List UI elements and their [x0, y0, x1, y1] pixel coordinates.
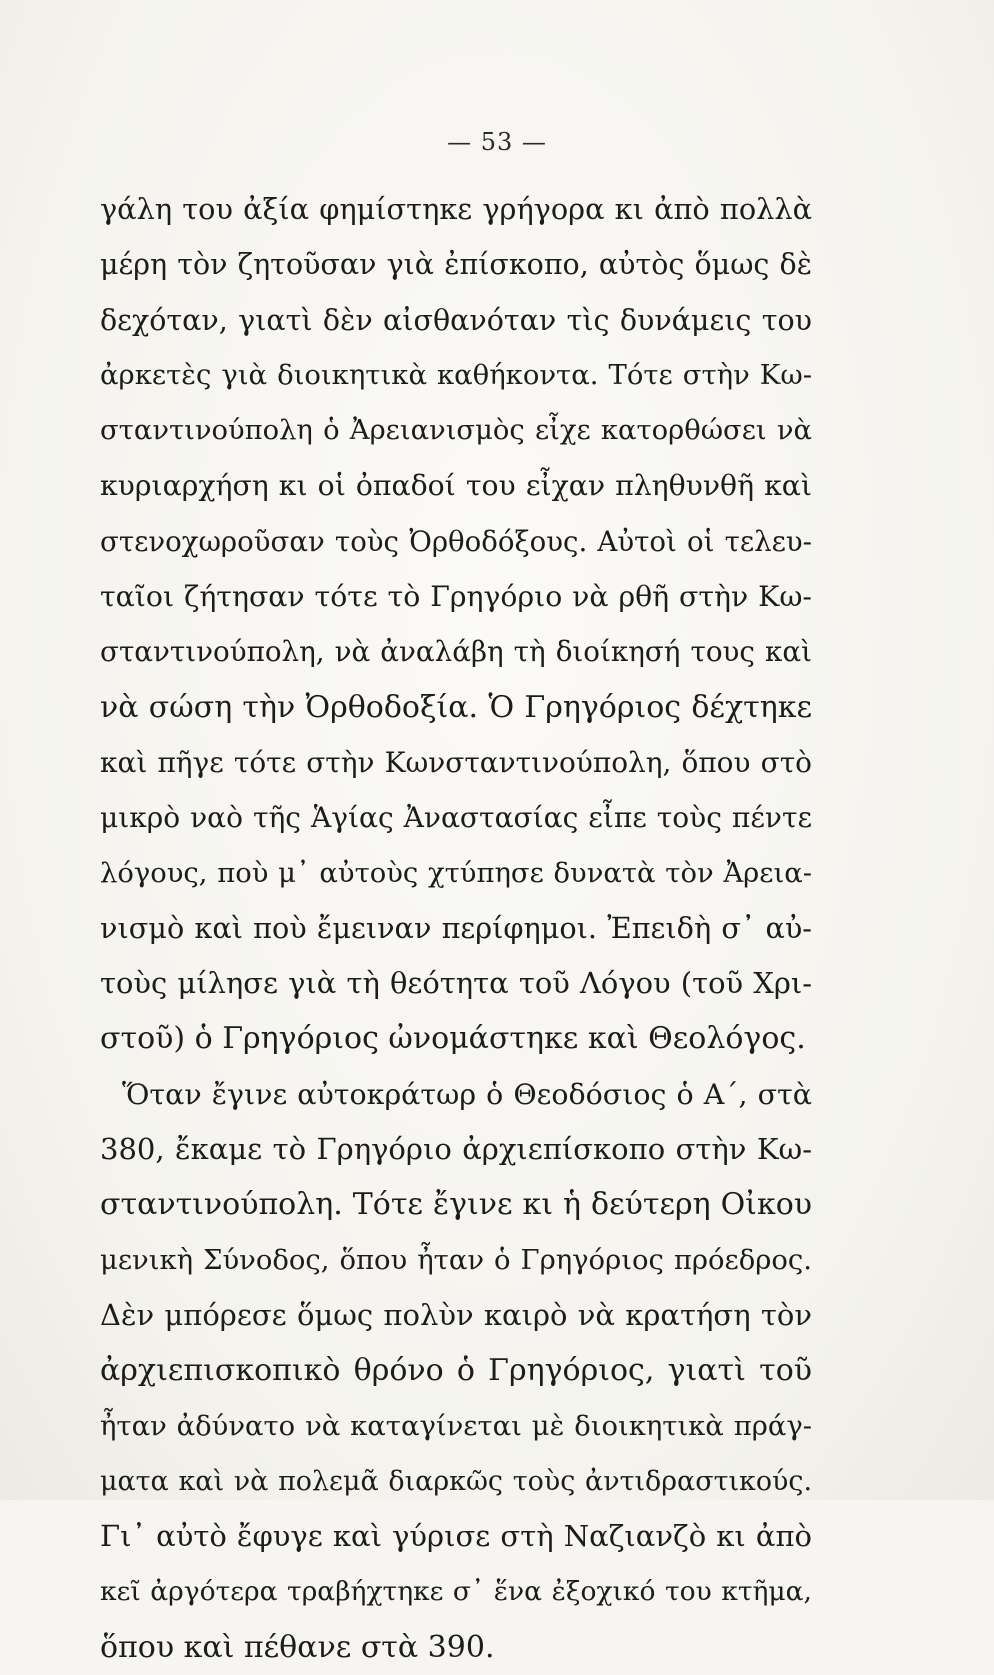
text-line: τοὺς μίλησε γιὰ τὴ θεότητα τοῦ Λόγου (τοῦ Χρι- [100, 966, 812, 1001]
text-line: στοῦ) ὁ Γρηγόριος ὠνομάστηκε καὶ Θεολόγος. [100, 1021, 806, 1057]
text-line: γάλη του ἀξία φημίστηκε γρήγορα κι ἀπὸ πολλὰ [100, 192, 812, 226]
body-text [100, 182, 812, 1675]
text-line: ἀρχιεπισκοπικὸ θρόνο ὁ Γρηγόριος, γιατὶ τοῦ [100, 1353, 812, 1389]
text-line: Δὲν μπόρεσε ὅμως πολὺν καιρὸ νὰ κρατήση τὸν [100, 1297, 812, 1332]
text-line: ἦταν ἀδύνατο νὰ καταγίνεται μὲ διοικητικὰ πράγ- [100, 1410, 812, 1442]
text-line: μενικὴ Σύνοδος, ὅπου ἦταν ὁ Γρηγόριος πρόεδρος. [100, 1244, 812, 1276]
text-line: μικρὸ ναὸ τῆς Ἁγίας Ἀναστασίας εἶπε τοὺς πέντε [100, 801, 812, 835]
text-line: σταντινούπολη ὁ Ἀρειανισμὸς εἶχε κατορθώσει νὰ [100, 415, 812, 447]
text-line: κυριαρχήση κι οἱ ὀπαδοί του εἶχαν πληθυνθῆ καὶ [100, 469, 812, 503]
text-line: δεχόταν, γιατὶ δὲν αἰσθανόταν τὶς δυνάμεις του [100, 303, 812, 337]
text-line: ἀρκετὲς γιὰ διοικητικὰ καθήκοντα. Τότε στὴν Κω- [100, 359, 812, 391]
text-line: ταῖοι ζήτησαν τότε τὸ Γρηγόριο νὰ ρθῆ στὴν Κω- [100, 580, 812, 614]
text-line: μέρη τὸν ζητοῦσαν γιὰ ἐπίσκοπο, αὐτὸς ὅμως δὲ [100, 248, 812, 282]
paragraph-start-line: Ὅταν ἔγινε αὐτοκράτωρ ὁ Θεοδόσιος ὁ Α΄, στὰ [122, 1077, 812, 1111]
text-line: ὅπου καὶ πέθανε στὰ 390. [100, 1629, 495, 1665]
text-line: σταντινούπολη, νὰ ἀναλάβη τὴ διοίκησή τους καὶ [100, 635, 812, 669]
text-line: Γι᾿ αὐτὸ ἔφυγε καὶ γύρισε στὴ Ναζιανζὸ κι ἀπὸ [100, 1519, 812, 1554]
page-number: — 53 — [447, 128, 547, 156]
text-line: κεῖ ἀργότερα τραβήχτηκε σ᾿ ἕνα ἐξοχικό του κτῆμα, [100, 1576, 812, 1608]
text-line: νισμὸ καὶ ποὺ ἔμειναν περίφημοι. Ἐπειδὴ σ᾿ αὐ- [100, 910, 812, 945]
text-line: σταντινούπολη. Τότε ἔγινε κι ἡ δεύτερη Οἰκου [100, 1187, 812, 1223]
text-line: νὰ σώση τὴν Ὀρθοδοξία. Ὁ Γρηγόριος δέχτηκε [100, 689, 812, 725]
text-line: στενοχωροῦσαν τοὺς Ὀρθοδόξους. Αὐτοὶ οἱ τελευ- [100, 524, 812, 558]
text-line: ματα καὶ νὰ πολεμᾶ διαρκῶς τοὺς ἀντιδραστικούς. [100, 1465, 812, 1497]
text-line: καὶ πῆγε τότε στὴν Κωνσταντινούπολη, ὅπου στὸ [100, 745, 812, 779]
text-line: λόγους, ποὺ μ᾿ αὐτοὺς χτύπησε δυνατὰ τὸν Ἀρεια- [100, 857, 812, 889]
text-line: 380, ἔκαμε τὸ Γρηγόριο ἀρχιεπίσκοπο στὴν Κω- [100, 1132, 812, 1167]
